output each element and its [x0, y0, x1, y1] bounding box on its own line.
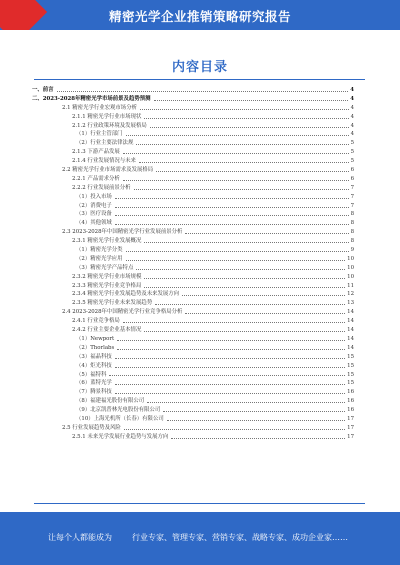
report-title: 精密光学企业推销策略研究报告 — [108, 9, 291, 24]
toc-entry-label: 2.5.1 未来光学发展行业趋势与发展方向 — [72, 433, 169, 440]
toc-entry-label: 2.3.1 精密光学行业发展概况 — [72, 238, 142, 245]
toc-entry-label: （2）精密光学应用 — [76, 255, 123, 262]
toc-entry[interactable] — [32, 113, 354, 122]
toc-entry-label: （1）行业主管部门 — [76, 131, 123, 138]
toc-entry-label: （4）炬光科技 — [76, 362, 112, 369]
toc-entry[interactable] — [32, 344, 354, 353]
toc-entry[interactable] — [32, 415, 354, 424]
toc-dot-leader — [144, 238, 348, 243]
toc-entry[interactable] — [32, 246, 354, 255]
toc-dot-leader — [171, 434, 345, 439]
toc-entry[interactable] — [32, 299, 354, 308]
toc-bottom-divider — [34, 503, 365, 504]
toc-entry-label: （3）医疗设备 — [76, 211, 112, 218]
toc-entry[interactable] — [32, 255, 354, 264]
toc-entry-label: （4）其他领域 — [76, 220, 112, 227]
toc-entry-label: （3）精密光学产品特点 — [76, 264, 134, 271]
toc-dot-leader — [134, 185, 349, 190]
toc-entry[interactable] — [32, 335, 354, 344]
toc-entry-page: 4 — [350, 104, 354, 111]
toc-entry[interactable] — [32, 397, 354, 406]
toc-entry[interactable] — [32, 86, 354, 95]
toc-entry-page: 17 — [347, 424, 354, 431]
toc-dot-leader — [123, 318, 345, 323]
toc-entry-label: （1）Newport — [76, 335, 115, 342]
toc-dot-leader — [140, 105, 349, 110]
toc-dot-leader — [117, 345, 345, 350]
toc-entry-label: （2）行业主要法律法规 — [76, 140, 134, 147]
toc-entry[interactable] — [32, 388, 354, 397]
toc-entry[interactable] — [32, 290, 354, 299]
toc-entry[interactable] — [32, 379, 354, 388]
toc-entry-page: 8 — [350, 220, 354, 227]
toc-dot-leader — [154, 96, 349, 101]
toc-entry-label: 2.5 行业发展趋势及风险 — [62, 424, 121, 431]
toc-dot-leader — [115, 203, 349, 208]
toc-entry-page: 8 — [350, 229, 354, 236]
toc-dot-leader — [117, 336, 345, 341]
toc-entry-page: 4 — [350, 87, 354, 93]
toc-dot-leader — [144, 114, 348, 119]
toc-dot-leader — [147, 398, 345, 403]
toc-dot-leader — [144, 327, 345, 332]
toc-title: 内容目录 — [171, 60, 228, 75]
toc-entry-label: 2.2 精密光学行业市场需求及发展格局 — [62, 167, 154, 174]
toc-entry-label: 2.1.2 行业政策环境及发展格局 — [72, 122, 147, 129]
toc-dot-leader — [123, 176, 349, 181]
toc-dot-leader — [185, 309, 345, 314]
toc-entry-label: 2.2.2 行业发展前景分析 — [72, 184, 131, 191]
toc-entry[interactable] — [32, 157, 354, 166]
toc-dot-leader — [115, 354, 345, 359]
toc-entry-label: 2.3.2 精密光学行业市场规模 — [72, 273, 142, 280]
toc-entry-label: （1）精密光学分类 — [76, 247, 123, 254]
toc-entry-page: 10 — [347, 264, 354, 271]
footer-tagline: 行业专家、管理专家、营销专家、战略专家、成功企业家…… — [132, 533, 348, 542]
toc-entry-page: 15 — [347, 353, 354, 360]
toc-dot-leader — [167, 416, 345, 421]
toc-dot-leader — [115, 220, 349, 225]
toc-entry-label: 2.2.1 产品需求分析 — [72, 175, 120, 182]
toc-entry-page: 4 — [350, 113, 354, 120]
toc-entry-label: 一、前言 — [32, 87, 54, 93]
toc-entry-label: 2.3.5 精密光学行业未来发展趋势 — [72, 300, 153, 307]
toc-dot-leader — [163, 407, 345, 412]
toc-entry-page: 6 — [350, 175, 354, 182]
toc-entry[interactable] — [32, 228, 354, 237]
toc-entry[interactable] — [32, 175, 354, 184]
toc-dot-leader — [115, 380, 345, 385]
toc-entry-page: 7 — [350, 193, 354, 200]
toc-entry-label: 2.4.2 行业主要企业基本情况 — [72, 327, 142, 334]
toc-entry-label: 2.1.3 下游产品发展 — [72, 149, 120, 156]
toc-entry[interactable] — [32, 264, 354, 273]
toc-entry-page: 12 — [347, 291, 354, 298]
toc-entry-page: 16 — [347, 389, 354, 396]
toc-entry-page: 14 — [347, 318, 354, 325]
toc-entry[interactable] — [32, 104, 354, 113]
toc-top-divider — [34, 79, 365, 80]
toc-entry-page: 14 — [347, 309, 354, 316]
toc-dot-leader — [155, 300, 345, 305]
toc-entry-page: 10 — [347, 273, 354, 280]
toc-entry[interactable] — [32, 308, 354, 317]
toc-entry-page: 14 — [347, 327, 354, 334]
toc-entry-page: 15 — [347, 362, 354, 369]
toc-entry[interactable] — [32, 202, 354, 211]
toc-entry-label: （9）北京凯普林光电股份有限公司 — [76, 407, 161, 414]
toc-entry-label: 2.1.1 精密光学行业市场现状 — [72, 113, 142, 120]
toc-entry[interactable] — [32, 371, 354, 380]
toc-entry[interactable] — [32, 353, 354, 362]
toc-dot-leader — [126, 256, 346, 261]
toc-entry-page: 14 — [347, 344, 354, 351]
toc-entry-page: 17 — [347, 415, 354, 422]
toc-dot-leader — [123, 149, 349, 154]
toc-entry[interactable] — [32, 122, 354, 131]
toc-entry-page: 17 — [347, 433, 354, 440]
toc-entry[interactable] — [32, 210, 354, 219]
toc-entry[interactable] — [32, 184, 354, 193]
toc-entry[interactable] — [32, 406, 354, 415]
toc-dot-leader — [57, 87, 349, 92]
toc-entry[interactable] — [32, 282, 354, 291]
toc-entry[interactable] — [32, 326, 354, 335]
toc-entry-label: （3）福晶科技 — [76, 353, 112, 360]
toc-entry-page: 8 — [350, 211, 354, 218]
toc-entry-page: 16 — [347, 407, 354, 414]
toc-entry-label: （7）腾景科技 — [76, 389, 112, 396]
toc-entry-label: 2.1 精密光学行业宏观市场分析 — [62, 104, 137, 111]
toc-entry-page: 5 — [350, 158, 354, 165]
toc-entry-label: （10）上海光机所（长春）有限公司 — [76, 415, 164, 422]
toc-dot-leader — [144, 283, 345, 288]
toc-entry-page: 7 — [350, 202, 354, 209]
toc-entry[interactable] — [32, 130, 354, 139]
page-header — [0, 0, 400, 30]
toc-entry-label: （2）Thorlabs — [76, 344, 115, 351]
toc-entry[interactable] — [32, 273, 354, 282]
toc-entry-page: 11 — [347, 282, 354, 289]
toc-dot-leader — [126, 131, 349, 136]
toc-entry-page: 16 — [347, 398, 354, 405]
toc-dot-leader — [115, 363, 345, 368]
toc-dot-leader — [156, 167, 348, 172]
toc-entry-label: （1）投入市场 — [76, 193, 112, 200]
toc-entry[interactable] — [32, 424, 354, 433]
toc-entry-page: 15 — [347, 380, 354, 387]
toc-dot-leader — [109, 371, 345, 376]
toc-entry-label: 2.3 2023-2028年中国精密光学行业发展前景分析 — [62, 229, 183, 236]
toc-entry[interactable] — [32, 95, 354, 104]
toc-entry-label: 2.3.4 精密光学行业发展趋势及未来发展方向 — [72, 291, 180, 298]
toc-entry-label: 2.3.3 精密光学行业竞争格局 — [72, 282, 142, 289]
toc-dot-leader — [150, 123, 349, 128]
toc-dot-leader — [115, 211, 349, 216]
toc-entry-page: 13 — [347, 300, 354, 307]
footer-slogan: 让每个人都能成为 — [48, 533, 112, 542]
toc-entry[interactable] — [32, 193, 354, 202]
toc-dot-leader — [115, 194, 349, 199]
toc-entry-label: 2.1.4 行业发展情况与未来 — [72, 158, 136, 165]
toc-entry-label: （5）福特科 — [76, 371, 107, 378]
toc-entry-page: 5 — [350, 140, 354, 147]
toc-entry-label: 二、2023-2028年精密光学市场前景及趋势预测 — [32, 95, 151, 102]
toc-entry-page: 9 — [350, 247, 354, 254]
toc-dot-leader — [136, 140, 348, 145]
toc-entry[interactable] — [32, 219, 354, 228]
toc-entry-page: 4 — [350, 95, 354, 102]
toc-entry-page: 15 — [347, 371, 354, 378]
toc-entry-label: （2）消费电子 — [76, 202, 112, 209]
toc-entry-label: 2.4.1 行业竞争格局 — [72, 318, 120, 325]
toc-entry[interactable] — [32, 362, 354, 371]
toc-entry-label: （6）蓝特光学 — [76, 380, 112, 387]
toc-dot-leader — [136, 265, 345, 270]
table-of-contents — [32, 86, 354, 442]
toc-entry-page: 8 — [350, 238, 354, 245]
toc-entry[interactable] — [32, 433, 354, 442]
toc-dot-leader — [182, 291, 345, 296]
toc-entry-label: 2.4 2023-2028年中国精密光学行业竞争格局分析 — [62, 309, 183, 316]
toc-entry-page: 7 — [350, 184, 354, 191]
toc-dot-leader — [139, 158, 349, 163]
toc-dot-leader — [144, 274, 345, 279]
toc-entry-page: 10 — [347, 255, 354, 262]
toc-entry[interactable] — [32, 237, 354, 246]
toc-entry[interactable] — [32, 166, 354, 175]
toc-entry-page: 4 — [350, 131, 354, 138]
toc-dot-leader — [115, 389, 345, 394]
toc-dot-leader — [126, 247, 349, 252]
toc-entry-page: 6 — [350, 167, 354, 174]
toc-entry[interactable] — [32, 317, 354, 326]
toc-entry-page: 4 — [350, 122, 354, 129]
toc-dot-leader — [185, 229, 348, 234]
toc-dot-leader — [124, 425, 345, 430]
toc-entry[interactable] — [32, 139, 354, 148]
toc-entry-label: （8）福建福光股份有限公司 — [76, 398, 145, 405]
toc-entry[interactable] — [32, 148, 354, 157]
toc-entry-page: 5 — [350, 149, 354, 156]
toc-entry-page: 14 — [347, 335, 354, 342]
page-footer — [0, 512, 400, 565]
